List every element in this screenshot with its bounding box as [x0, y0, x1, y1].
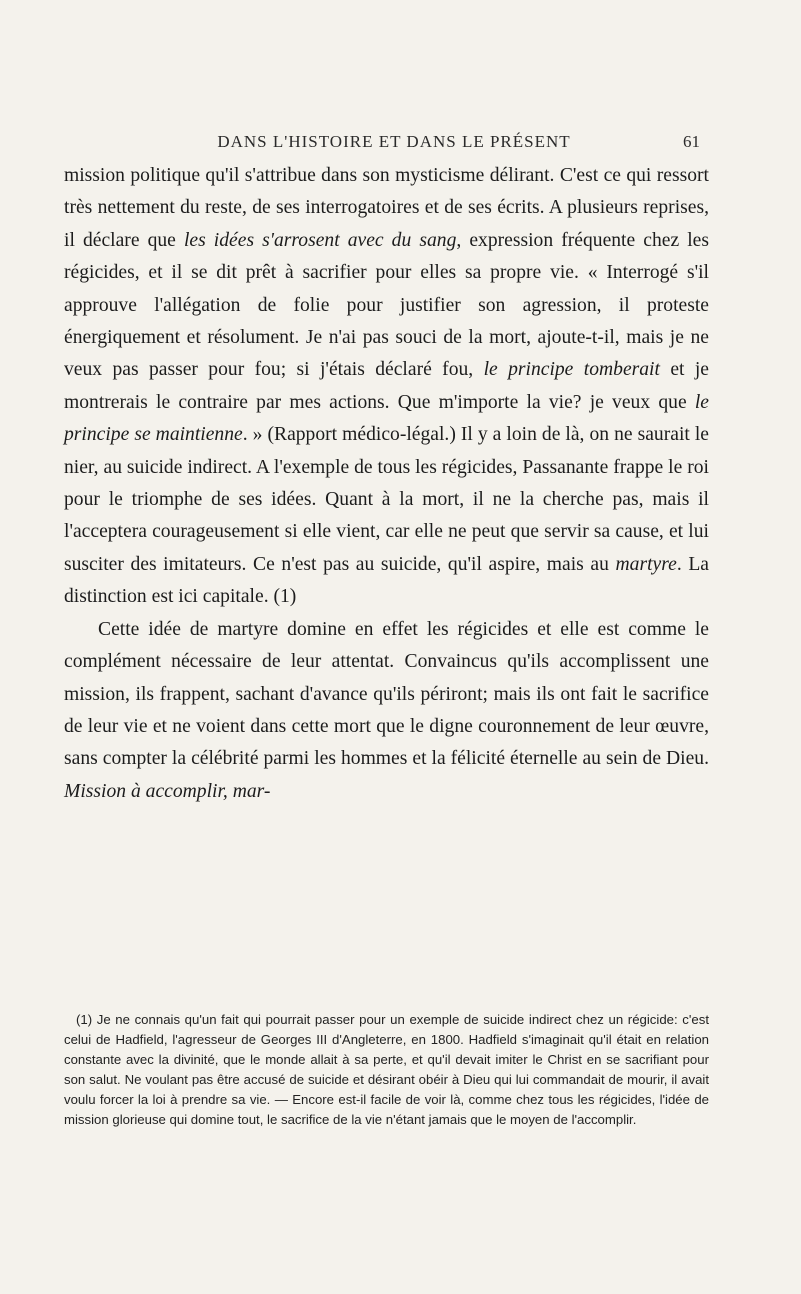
body-text: [64, 160, 709, 808]
paragraph-1-text-5: . La distinction est ici capitale. (1): [64, 553, 709, 608]
paragraph-1-italic-1: les idées s'arrosent avec du sang: [183, 229, 457, 251]
paragraph-2: [64, 614, 709, 808]
paragraph-1-text-1: mission politique qu'il s'attribue dans son mysticisme délirant. C'est ce qui ressort très nettement du reste, de ses interrogatoires et de ses écrits. A plusieurs reprises, il déclare que: [64, 165, 709, 251]
paragraph-1-text-4: . » (Rapport médico-légal.) Il y a loin de là, on ne saurait le nier, au suicide indirect. A l'exemple de tous les régicides, Passanante frappe le roi pour le triomphe de ses idées. Quant à la mort, il ne la cherche pas, mais il l'acceptera courageusement si elle vient, car elle ne peut que servir sa cause, et lui susciter des imitateurs. Ce n'est pas au suicide, qu'il aspire, mais au: [64, 424, 709, 575]
page-number: 61: [683, 132, 700, 151]
paragraph-1: [64, 160, 709, 614]
running-title: DANS L'HISTOIRE ET DANS LE PRÉSENT: [217, 132, 571, 151]
paragraph-2-italic-1: Mission à accomplir, mar-: [64, 780, 271, 802]
footnote-text: (1) Je ne connais qu'un fait qui pourrait passer pour un exemple de suicide indirect chez un régicide: c'est celui de Hadfield, l'agresseur de Georges III d'Angleterre, en 1800. Hadfield s'imaginait qu'il était en relation constante avec la divinité, que le monde allait à sa perte, et qu'il devait imiter le Christ en se sacrifiant pour son salut. Ne voulant pas être accusé de suicide et désirant obéir à Dieu qui lui commandait de mourir, il avait voulu forcer la loi à prendre sa vie. — Encore est-il facile de voir là, comme chez tous les régicides, l'idée de mission glorieuse qui domine tout, le sacrifice de la vie n'étant jamais que le moyen de l'accomplir.: [64, 1012, 709, 1127]
running-head: [88, 132, 700, 156]
paragraph-1-italic-3: le principe se maintienne: [64, 391, 709, 446]
paragraph-1-text-3: et je montrerais le contraire par mes actions. Que m'importe la vie? je veux que: [64, 359, 709, 413]
paragraph-2-text-1: Cette idée de martyre domine en effet les régicides et elle est comme le complément nécessaire de leur attentat. Convaincus qu'ils accomplissent une mission, ils frappent, sachant d'avance qu'ils périront; mais ils ont fait le sacrifice de leur vie et ne voient dans cette mort que le digne couronnement de leur œuvre, sans compter la célébrité parmi les hommes et la félicité éternelle au sein de Dieu.: [64, 618, 709, 770]
paragraph-1-text-2: , expression fréquente chez les régicides, et il se dit prêt à sacrifier pour elles sa propre vie. « Interrogé s'il approuve l'allégation de folie pour justifier son agression, il proteste énergiquement et résolument. Je n'ai pas souci de la mort, ajoute-t-il, mais je ne veux pas passer pour fou; si j'étais déclaré fou,: [64, 229, 710, 381]
paragraph-1-italic-2: le principe tomberait: [483, 359, 660, 381]
paragraph-1-italic-4: martyre: [615, 553, 677, 575]
footnote: [64, 1010, 709, 1130]
